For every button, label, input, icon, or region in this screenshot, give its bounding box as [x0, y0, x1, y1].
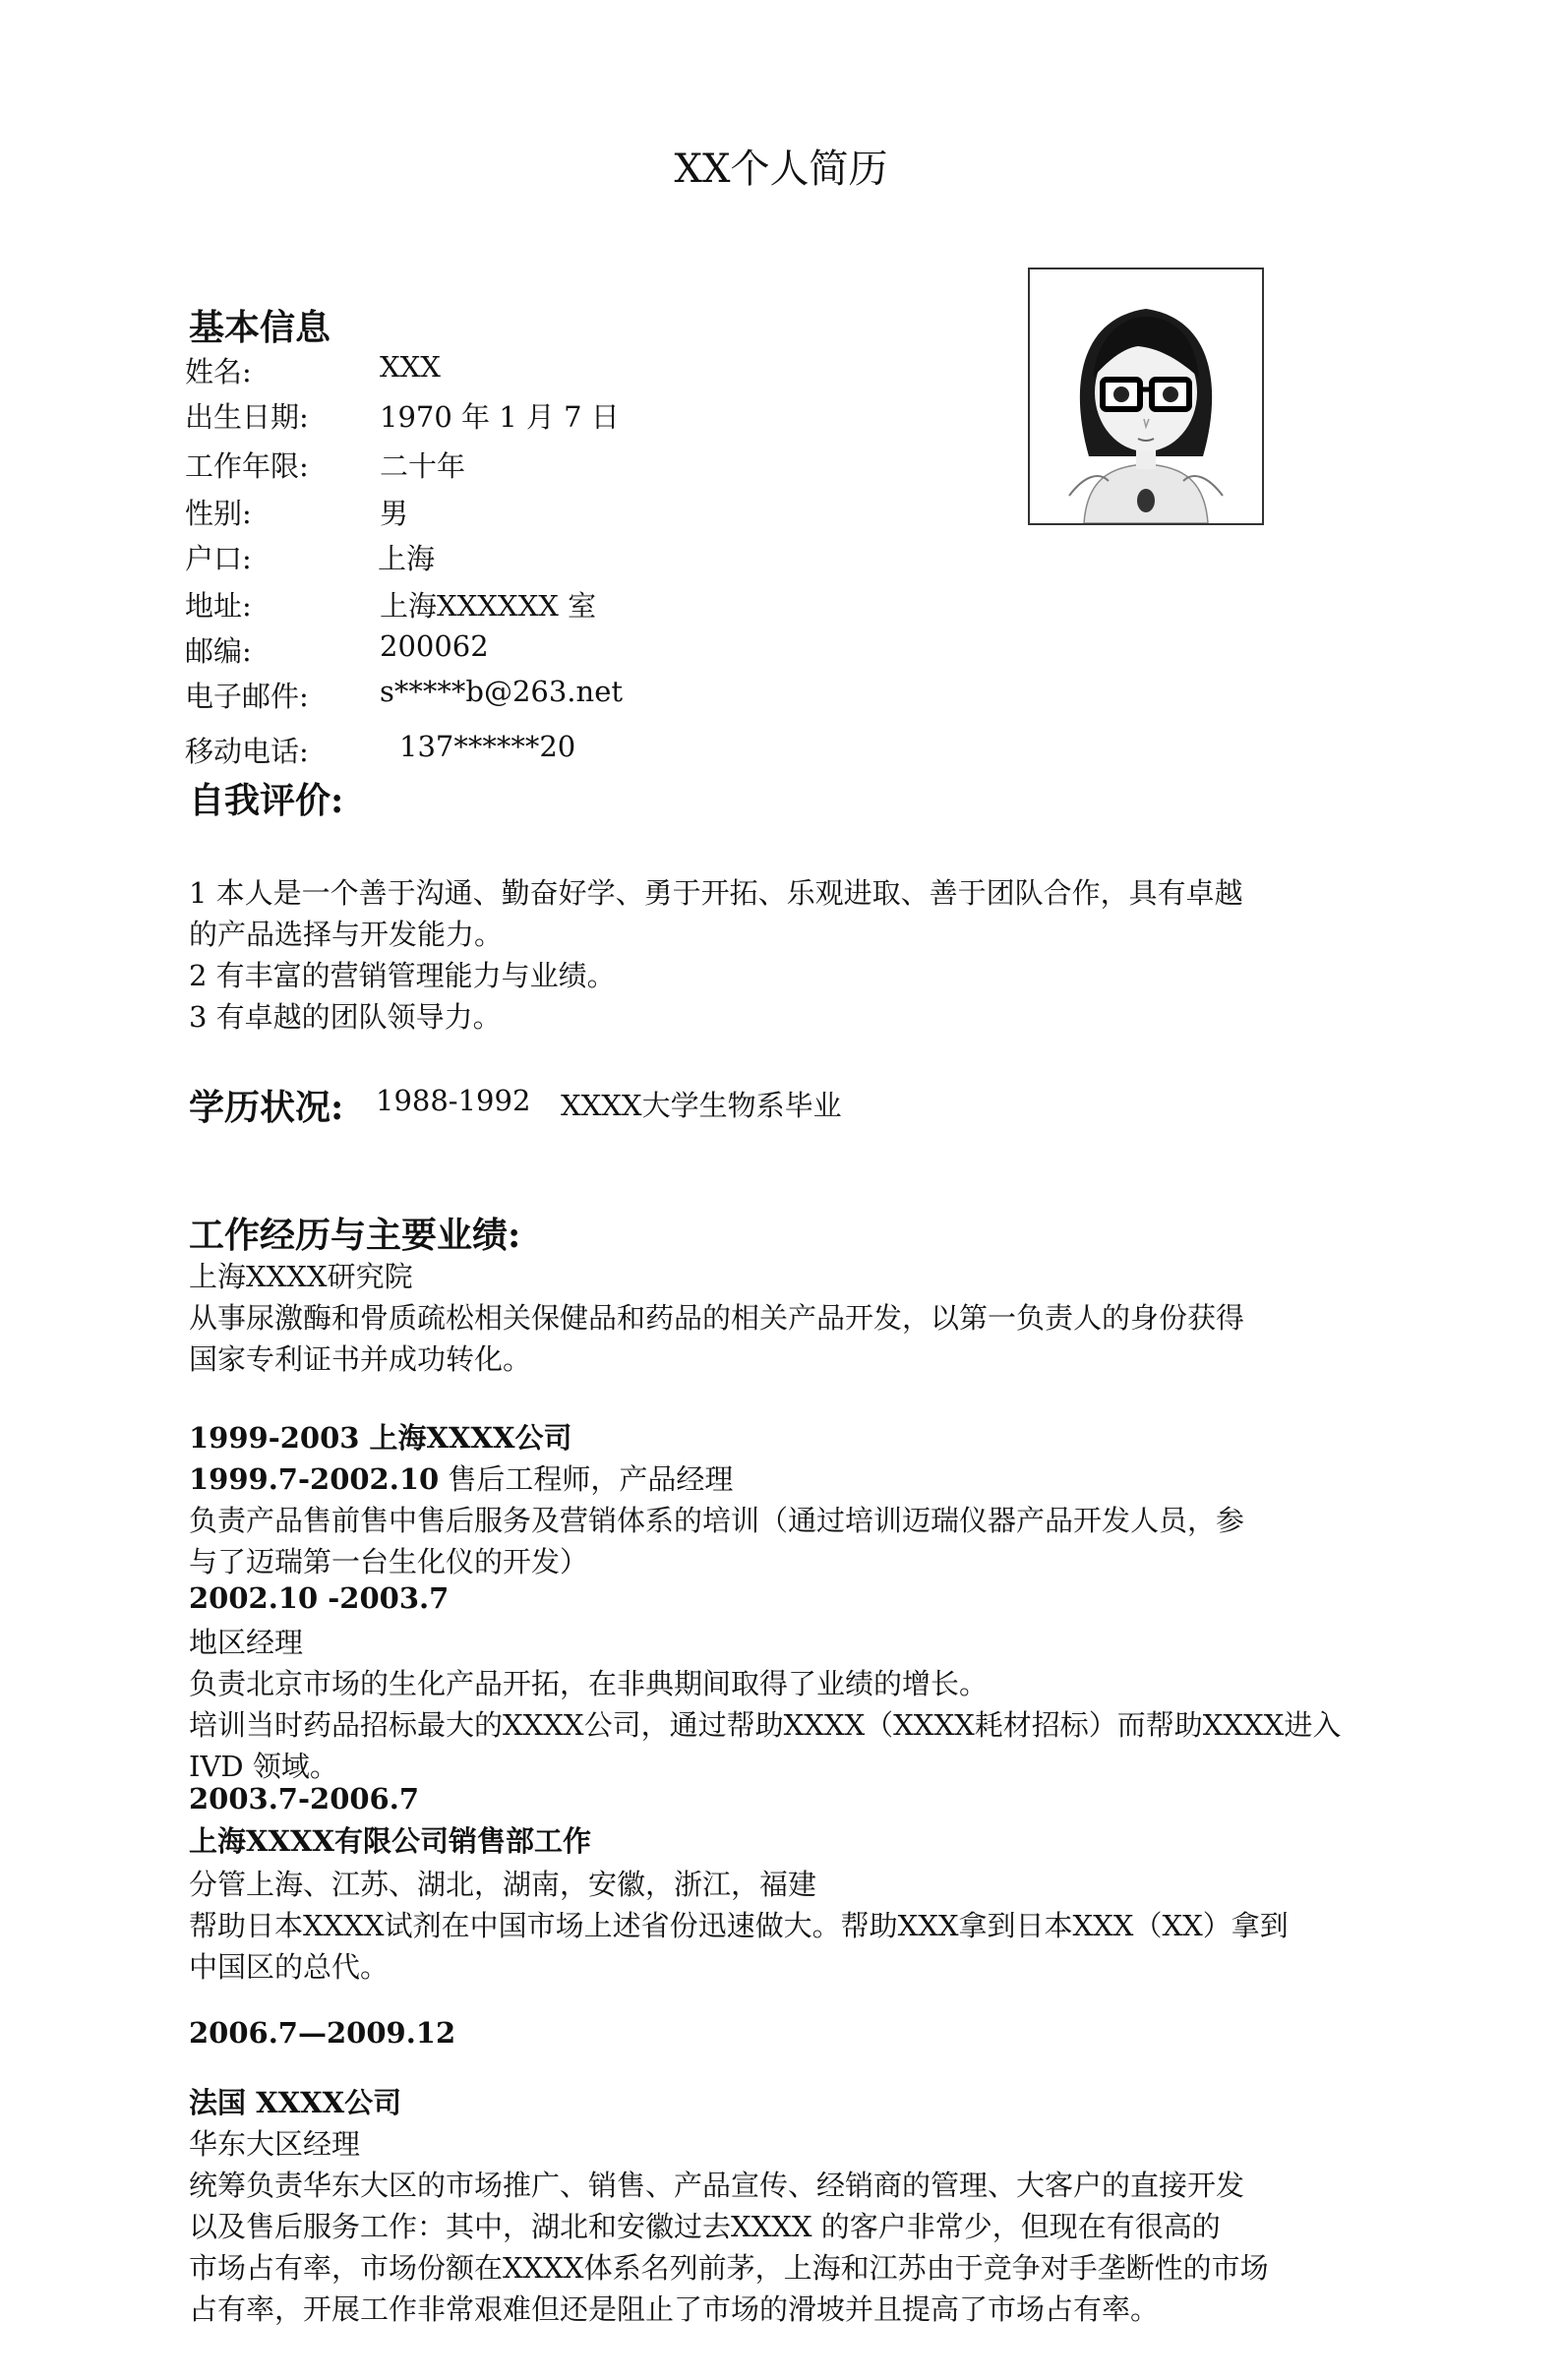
basic-label-email: 电子邮件: [185, 680, 309, 713]
self-eval-line: 的产品选择与开发能力。 [189, 918, 504, 951]
basic-value-work-years: 二十年 [380, 449, 466, 483]
work-line: IVD 领域。 [189, 1750, 338, 1783]
work-heading: 工作经历与主要业绩: [189, 1215, 521, 1256]
work-line: 地区经理 [189, 1626, 304, 1659]
education-detail: XXXX大学生物系毕业 [561, 1089, 842, 1122]
work-line: 市场占有率，市场份额在XXXX体系名列前茅，上海和江苏由于竞争对手垄断性的市场 [189, 2251, 1269, 2285]
basic-value-birthdate: 1970 年 1 月 7 日 [380, 400, 620, 434]
work-period: 2002.10 -2003.7 [189, 1581, 450, 1615]
work-period: 1999.7-2002.10 [189, 1462, 440, 1496]
work-line: 华东大区经理 [189, 2127, 361, 2161]
work-line: 与了迈瑞第一台生化仪的开发） [189, 1545, 589, 1578]
work-company: 法国 XXXX公司 [189, 2086, 402, 2119]
basic-label-hukou: 户口: [185, 542, 252, 575]
work-period: 2006.7—2009.12 [189, 2016, 456, 2050]
profile-photo [1028, 268, 1264, 525]
basic-value-name: XXX [380, 350, 441, 384]
self-eval-heading: 自我评价: [189, 780, 344, 821]
self-eval-line: 2 有丰富的营销管理能力与业绩。 [189, 959, 616, 992]
work-line: 上海XXXX研究院 [189, 1260, 413, 1293]
basic-label-birthdate: 出生日期: [185, 400, 309, 434]
work-role-line [189, 1458, 733, 1498]
basic-label-name: 姓名: [185, 355, 252, 388]
work-period: 2003.7-2006.7 [189, 1782, 420, 1815]
page-title: XX个人简历 [674, 147, 888, 192]
work-line: 统筹负责华东大区的市场推广、销售、产品宣传、经销商的管理、大客户的直接开发 [189, 2169, 1245, 2202]
self-eval-line: 3 有卓越的团队领导力。 [189, 1000, 502, 1034]
basic-label-postcode: 邮编: [185, 634, 252, 668]
work-line: 占有率，开展工作非常艰难但还是阻止了市场的滑坡并且提高了市场占有率。 [189, 2292, 1160, 2326]
self-eval-line: 1 本人是一个善于沟通、勤奋好学、勇于开拓、乐观进取、善于团队合作，具有卓越 [189, 876, 1243, 910]
basic-value-address: 上海XXXXXX 室 [380, 589, 597, 623]
work-line: 国家专利证书并成功转化。 [189, 1342, 532, 1376]
basic-value-gender: 男 [380, 497, 409, 530]
work-line: 以及售后服务工作：其中，湖北和安徽过去XXXX 的客户非常少，但现在有很高的 [189, 2210, 1221, 2243]
work-line: 负责产品售前售中售后服务及营销体系的培训（通过培训迈瑞仪器产品开发人员，参 [189, 1504, 1245, 1537]
basic-label-address: 地址: [185, 589, 252, 623]
work-line: 培训当时药品招标最大的XXXX公司，通过帮助XXXX（XXXX耗材招标）而帮助XXXX进入 [189, 1708, 1342, 1742]
work-line: 从事尿激酶和骨质疏松相关保健品和药品的相关产品开发，以第一负责人的身份获得 [189, 1301, 1245, 1335]
work-company: 上海XXXX有限公司销售部工作 [189, 1824, 592, 1858]
basic-info-heading: 基本信息 [189, 307, 331, 348]
work-line: 中国区的总代。 [189, 1950, 390, 1984]
basic-label-work-years: 工作年限: [185, 449, 309, 483]
basic-label-mobile: 移动电话: [185, 735, 309, 768]
work-line: 帮助日本XXXX试剂在中国市场上述省份迅速做大。帮助XXX拿到日本XXX（XX）拿到 [189, 1909, 1289, 1942]
work-line: 分管上海、江苏、湖北，湖南，安徽，浙江，福建 [189, 1868, 817, 1901]
avatar-icon [1030, 269, 1262, 523]
basic-value-mobile: 137******20 [399, 730, 576, 763]
education-years: 1988-1992 [376, 1084, 531, 1117]
education-heading: 学历状况: [189, 1087, 344, 1128]
basic-value-email: s*****b@263.net [380, 675, 624, 708]
basic-value-postcode: 200062 [380, 629, 489, 663]
work-role: 售后工程师，产品经理 [439, 1462, 734, 1496]
basic-value-hukou: 上海 [378, 542, 436, 575]
basic-label-gender: 性别: [185, 497, 252, 530]
work-line: 负责北京市场的生化产品开拓，在非典期间取得了业绩的增长。 [189, 1667, 989, 1700]
work-period: 1999-2003 上海XXXX公司 [189, 1421, 572, 1455]
